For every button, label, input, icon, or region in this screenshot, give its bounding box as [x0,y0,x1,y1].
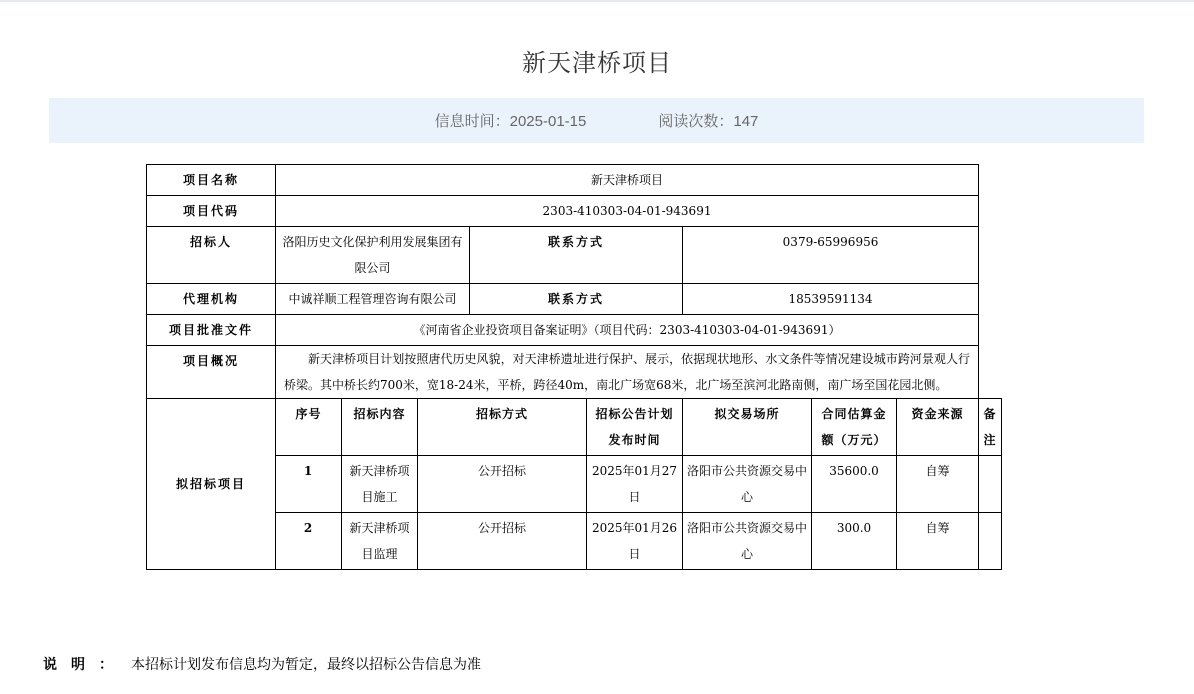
planned-items-label: 拟招标项目 [147,399,276,570]
row-project-code [147,196,1002,227]
row-content: 新天津桥项目施工 [342,456,418,513]
top-border [0,0,1194,2]
row-method: 公开招标 [418,456,587,513]
info-time-label: 信息时间： [434,113,510,130]
tenderer-value: 洛阳历史文化保护利用发展集团有限公司 [276,227,470,284]
overview-label: 项目概况 [147,346,276,399]
col-header-seq: 序号 [276,399,342,456]
row-planned-header [147,399,1002,456]
info-time [435,110,587,131]
table-row [147,513,1002,570]
row-time: 2025年01月27日 [587,456,683,513]
row-fund: 自筹 [897,456,979,513]
footnote-text: 本招标计划发布信息均为暂定，最终以招标公告信息为准 [131,657,481,673]
row-method: 公开招标 [418,513,587,570]
col-header-fund: 资金来源 [897,399,979,456]
row-approval [147,315,1002,346]
approval-label: 项目批准文件 [147,315,276,346]
row-venue: 洛阳市公共资源交易中心 [683,513,812,570]
agency-contact-label: 联系方式 [470,284,683,315]
row-remark [979,513,1002,570]
row-venue: 洛阳市公共资源交易中心 [683,456,812,513]
info-bar [49,98,1144,143]
row-agency [147,284,1002,315]
footnote-label: 说明： [43,657,127,673]
row-amount: 35600.0 [812,456,897,513]
info-reads [658,110,758,131]
project-code-value: 2303-410303-04-01-943691 [276,196,979,227]
overview-value: 新天津桥项目计划按照唐代历史风貌，对天津桥遗址进行保护、展示，依据现状地形、水文条件等情况建设城市跨河景观人行桥梁。其中桥长约700米，宽18-24米，平桥，跨径40m，南北广场宽68米，北广场至滨河北路南侧，南广场至国花园北侧。 [276,346,979,399]
col-header-amount: 合同估算金额（万元） [812,399,897,456]
row-content: 新天津桥项目监理 [342,513,418,570]
row-amount: 300.0 [812,513,897,570]
col-header-venue: 拟交易场所 [683,399,812,456]
tender-plan-table [146,164,1002,570]
col-header-time: 招标公告计划发布时间 [587,399,683,456]
approval-value: 《河南省企业投资项目备案证明》（项目代码：2303-410303-04-01-943691） [276,315,979,346]
agency-value: 中诚祥顺工程管理咨询有限公司 [276,284,470,315]
project-code-label: 项目代码 [147,196,276,227]
footnote [43,654,481,674]
tenderer-label: 招标人 [147,227,276,284]
col-header-content: 招标内容 [342,399,418,456]
project-name-value: 新天津桥项目 [276,165,979,196]
tenderer-contact-value: 0379-65996956 [683,227,979,284]
agency-label: 代理机构 [147,284,276,315]
row-seq: 1 [276,456,342,513]
info-reads-value: 147 [733,113,759,130]
row-seq: 2 [276,513,342,570]
row-overview [147,346,1002,399]
tenderer-contact-label: 联系方式 [470,227,683,284]
col-header-method: 招标方式 [418,399,587,456]
row-remark [979,456,1002,513]
row-fund: 自筹 [897,513,979,570]
agency-contact-value: 18539591134 [683,284,979,315]
row-time: 2025年01月26日 [587,513,683,570]
info-reads-label: 阅读次数： [658,113,734,130]
row-tenderer [147,227,1002,284]
page-title: 新天津桥项目 [522,50,672,77]
table-row [147,456,1002,513]
col-header-remark: 备注 [979,399,1002,456]
project-name-label: 项目名称 [147,165,276,196]
row-project-name [147,165,1002,196]
info-time-value: 2025-01-15 [509,113,587,130]
